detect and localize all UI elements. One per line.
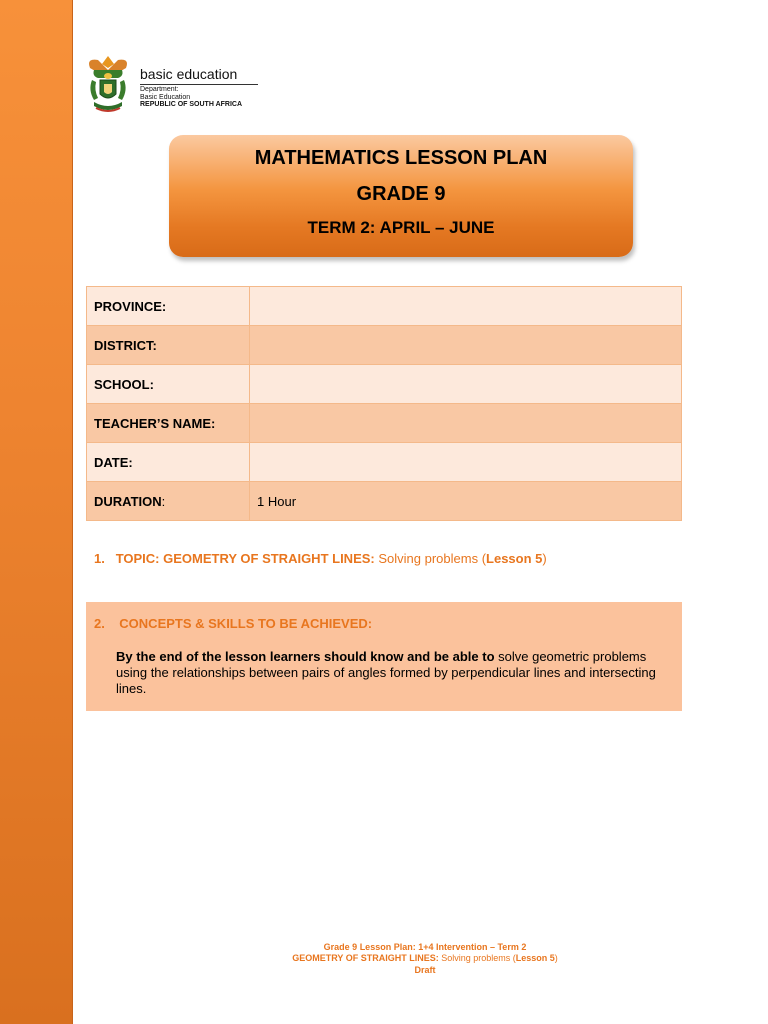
coat-of-arms-icon xyxy=(84,54,132,116)
concepts-lead: By the end of the lesson learners should know and be able to xyxy=(116,649,495,664)
concepts-title: CONCEPTS & SKILLS TO BE ACHIEVED: xyxy=(119,616,373,631)
duration-field[interactable]: 1 Hour xyxy=(250,482,682,521)
topic-lesson: Lesson 5 xyxy=(486,551,543,566)
province-field[interactable] xyxy=(250,287,682,326)
footer-topic-lesson: Lesson 5 xyxy=(515,953,555,963)
side-color-bar xyxy=(0,0,73,1024)
table-row xyxy=(87,326,682,365)
footer-plan-line: Grade 9 Lesson Plan: 1+4 Intervention – Term 2 xyxy=(323,942,527,952)
concepts-heading xyxy=(94,616,372,631)
concepts-text xyxy=(116,649,671,697)
logo-divider xyxy=(140,84,258,85)
topic-number: 1. xyxy=(94,551,105,566)
logo-country: REPUBLIC OF SOUTH AFRICA xyxy=(140,101,243,108)
topic-heading: TOPIC: GEOMETRY OF STRAIGHT LINES: xyxy=(115,551,375,566)
duration-label-text: DURATION xyxy=(94,493,162,509)
logo-department-label: Department: xyxy=(140,86,179,93)
duration-label xyxy=(87,482,250,521)
table-row xyxy=(87,287,682,326)
date-label: DATE: xyxy=(87,443,250,482)
table-row xyxy=(87,365,682,404)
province-label: PROVINCE: xyxy=(87,287,250,326)
topic-line xyxy=(94,551,547,566)
table-row xyxy=(87,404,682,443)
document-title: MATHEMATICS LESSON PLAN xyxy=(254,147,548,169)
term-heading: TERM 2: APRIL – JUNE xyxy=(307,218,495,237)
footer-topic-subject: Solving problems ( xyxy=(441,953,516,963)
concepts-number: 2. xyxy=(94,616,105,631)
school-field[interactable] xyxy=(250,365,682,404)
date-field[interactable] xyxy=(250,443,682,482)
footer-topic-line xyxy=(170,953,680,963)
duration-label-colon: : xyxy=(161,493,166,509)
school-label: SCHOOL: xyxy=(87,365,250,404)
footer-topic-close: ) xyxy=(554,953,558,963)
district-field[interactable] xyxy=(250,326,682,365)
title-banner xyxy=(169,135,633,257)
concepts-description: solve geometric problems using the relationships between pairs of angles formed by perpendicular lines and intersecting lines. xyxy=(116,649,656,696)
logo-title: basic education xyxy=(140,66,238,82)
department-logo xyxy=(84,54,264,116)
table-row xyxy=(87,482,682,521)
lesson-info-table xyxy=(86,286,682,521)
footer-draft-label: Draft xyxy=(414,965,436,975)
concepts-section xyxy=(86,602,682,711)
topic-subject: Solving problems ( xyxy=(378,551,487,566)
table-row xyxy=(87,443,682,482)
topic-close: ) xyxy=(542,551,547,566)
footer-topic-heading: GEOMETRY OF STRAIGHT LINES: xyxy=(292,953,439,963)
logo-department-name: Basic Education xyxy=(140,94,191,101)
district-label: DISTRICT: xyxy=(87,326,250,365)
teacher-name-label: TEACHER’S NAME: xyxy=(87,404,250,443)
teacher-name-field[interactable] xyxy=(250,404,682,443)
grade-heading: GRADE 9 xyxy=(356,183,446,205)
